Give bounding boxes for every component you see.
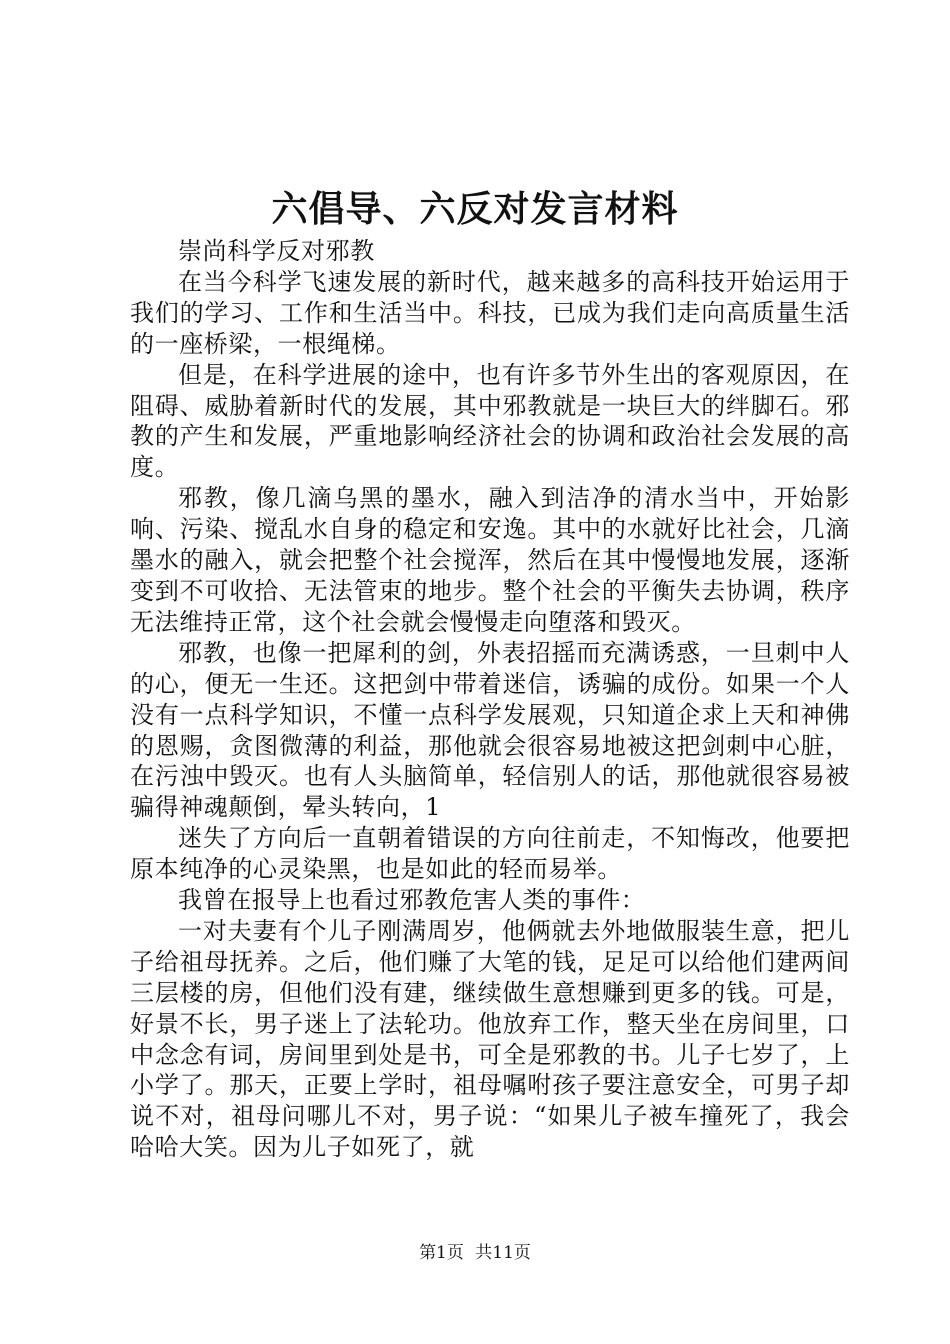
body-paragraph: 迷失了方向后一直朝着错误的方向往前走，不知悔改，他要把原本纯净的心灵染黑，也是如此的轻而易举。 [130, 824, 850, 884]
body-paragraph: 我曾在报导上也看过邪教危害人类的事件： [178, 886, 646, 915]
body-paragraph: 但是，在科学进展的途中，也有许多节外生出的客观原因，在阻碍、威胁着新时代的发展，其中邪教就是一块巨大的绊脚石。邪教的产生和发展，严重地影响经济社会的协调和政治社会发展的高度。 [130, 360, 850, 482]
body-paragraph: 邪教，也像一把犀利的剑，外表招摇而充满诱惑，一旦刺中人的心，便无一生还。这把剑中带着迷信，诱骗的成份。如果一个人没有一点科学知识，不懂一点科学发展观，只知道企求上天和神佛的恩赐，贪图微薄的利益，那他就会很容易地被这把剑刺中心脏，在污浊中毁灭。也有人头脑简单，轻信别人的话，那他就很容易被骗得神魂颠倒，晕头转向，1 [130, 638, 850, 822]
document-body [130, 236, 850, 1163]
page-footer [0, 1241, 950, 1265]
body-paragraph: 邪教，像几滴乌黑的墨水，融入到洁净的清水当中，开始影响、污染、搅乱水自身的稳定和安逸。其中的水就好比社会，几滴墨水的融入，就会把整个社会搅浑，然后在其中慢慢地发展，逐渐变到不可收拾、无法管束的地步。整个社会的平衡失去协调，秩序无法维持正常，这个社会就会慢慢走向堕落和毁灭。 [130, 484, 850, 636]
document-title: 六倡导、六反对发言材料 [271, 188, 679, 230]
page-total: 共11页 [475, 1243, 531, 1263]
subtitle-paragraph: 崇尚科学反对邪教 [178, 237, 375, 265]
page-number: 第1页 [419, 1243, 464, 1263]
body-paragraph: 在当今科学飞速发展的新时代，越来越多的高科技开始运用于我们的学习、工作和生活当中。科技，已成为我们走向高质量生活的一座桥梁，一根绳梯。 [130, 267, 850, 358]
body-paragraph: 一对夫妻有个儿子刚满周岁，他俩就去外地做服装生意，把儿子给祖母抚养。之后，他们赚了大笔的钱，足足可以给他们建两间三层楼的房，但他们没有建，继续做生意想赚到更多的钱。可是，好景不长，男子迷上了法轮功。他放弃工作，整天坐在房间里，口中念念有词，房间里到处是书，可全是邪教的书。儿子七岁了，上小学了。那天，正要上学时，祖母嘱咐孩子要注意安全，可男子却说不对，祖母问哪儿不对，男子说：“如果儿子被车撞死了，我会哈哈大笑。因为儿子如死了，就 [130, 916, 850, 1162]
